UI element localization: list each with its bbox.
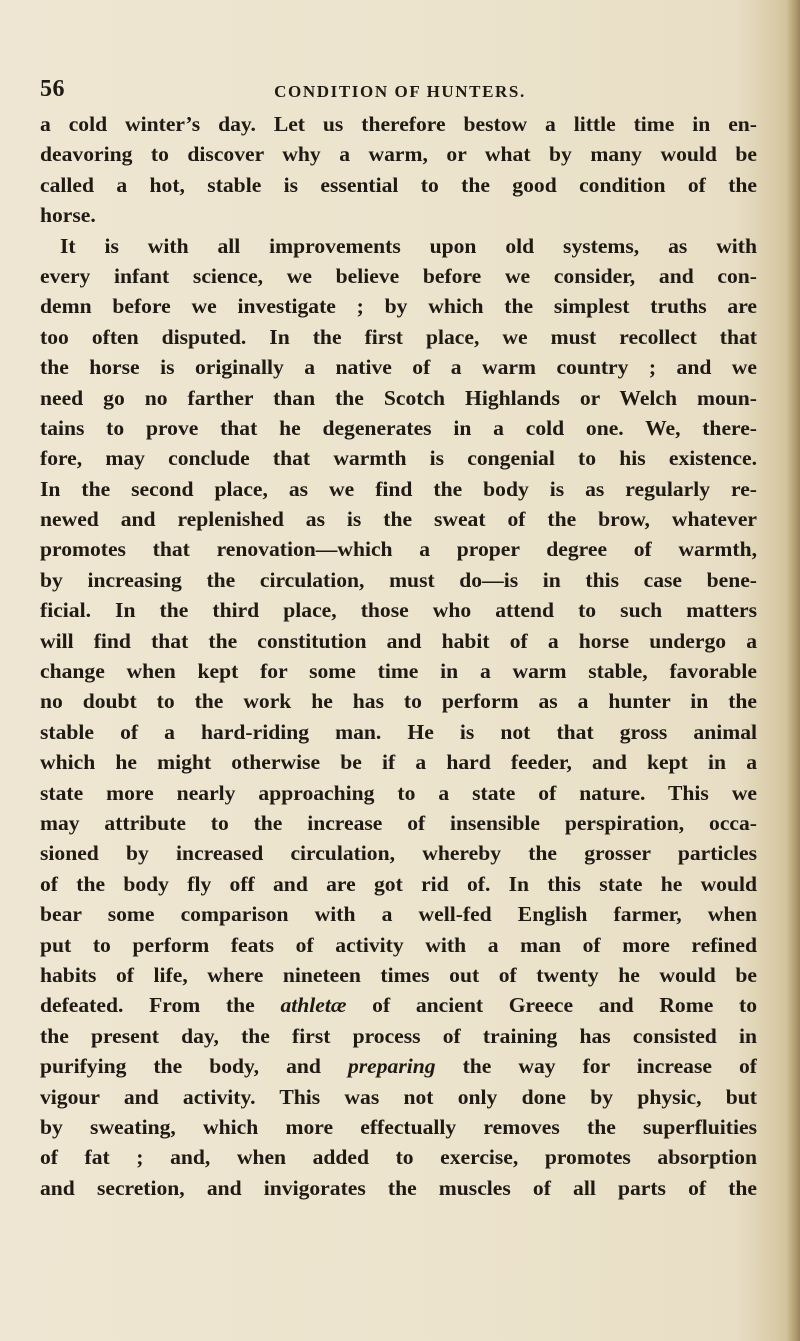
text-line: put to perform feats of activity with a man of more refined [40, 932, 757, 957]
text-segment: purifying the body, and [40, 1054, 321, 1079]
running-head: CONDITION OF HUNTERS. [274, 82, 526, 101]
text-segment: of ancient Greece and Rome to [372, 993, 757, 1018]
text-line: of the body fly off and are got rid of. In this state he would [40, 871, 757, 896]
text-line: In the second place, as we find the body is as regularly re- [40, 476, 757, 501]
text-line: stable of a hard-riding man. He is not that gross animal [40, 719, 757, 744]
page-edge-shadow [786, 0, 800, 1341]
text-line: may attribute to the increase of insensible perspiration, occa- [40, 810, 757, 835]
text-line: habits of life, where nineteen times out of twenty he would be [40, 962, 757, 987]
page-header [40, 76, 760, 108]
text-line: by sweating, which more effectually removes the superfluities [40, 1114, 757, 1139]
body-text [40, 109, 757, 1203]
text-line: tains to prove that he degenerates in a cold one. We, there- [40, 415, 757, 440]
text-line: which he might otherwise be if a hard feeder, and kept in a [40, 750, 757, 775]
text-line: vigour and activity. This was not only done by physic, but [40, 1084, 757, 1109]
text-line: demn before we investigate ; by which the simplest truths are [40, 294, 757, 319]
text-line: no doubt to the work he has to perform as a hunter in the [40, 689, 757, 714]
italic-term: athletæ [280, 993, 347, 1018]
text-line: will find that the constitution and habit of a horse undergo a [40, 628, 757, 653]
text-line: the horse is originally a native of a warm country ; and we [40, 355, 757, 380]
text-line: a cold winter’s day. Let us therefore bestow a little time in en- [40, 112, 757, 136]
text-line: It is with all improvements upon old systems, as with [60, 233, 757, 258]
page-number: 56 [40, 76, 65, 102]
text-line: ficial. In the third place, those who attend to such matters [40, 598, 757, 623]
text-line [40, 990, 757, 1020]
text-line: state more nearly approaching to a state of nature. This we [40, 780, 757, 805]
text-line: bear some comparison with a well-fed English farmer, when [40, 902, 757, 927]
text-segment: defeated. From the [40, 993, 255, 1018]
text-line [40, 1051, 757, 1081]
text-line: too often disputed. In the first place, we must recollect that [40, 324, 757, 349]
text-line: every infant science, we believe before we consider, and con- [40, 263, 757, 288]
text-line: deavoring to discover why a warm, or what by many would be [40, 142, 757, 167]
text-line: sioned by increased circulation, whereby the grosser particles [40, 841, 757, 866]
text-line: newed and replenished as is the sweat of the brow, whatever [40, 507, 757, 532]
text-segment: the way for increase of [462, 1054, 757, 1079]
text-line: horse. [40, 203, 96, 228]
text-line: called a hot, stable is essential to the good condition of the [40, 172, 757, 197]
text-line: need go no farther than the Scotch Highlands or Welch moun- [40, 385, 757, 410]
text-line: the present day, the first process of training has consisted in [40, 1023, 757, 1048]
text-line: change when kept for some time in a warm stable, favorable [40, 659, 757, 684]
text-line: and secretion, and invigorates the muscles of all parts of the [40, 1175, 757, 1200]
italic-term: preparing [347, 1054, 436, 1079]
text-line: of fat ; and, when added to exercise, promotes absorption [40, 1145, 757, 1170]
text-line: promotes that renovation—which a proper degree of warmth, [40, 537, 757, 562]
text-line: fore, may conclude that warmth is congenial to his existence. [40, 446, 757, 471]
text-line: by increasing the circulation, must do—is in this case bene- [40, 567, 757, 592]
